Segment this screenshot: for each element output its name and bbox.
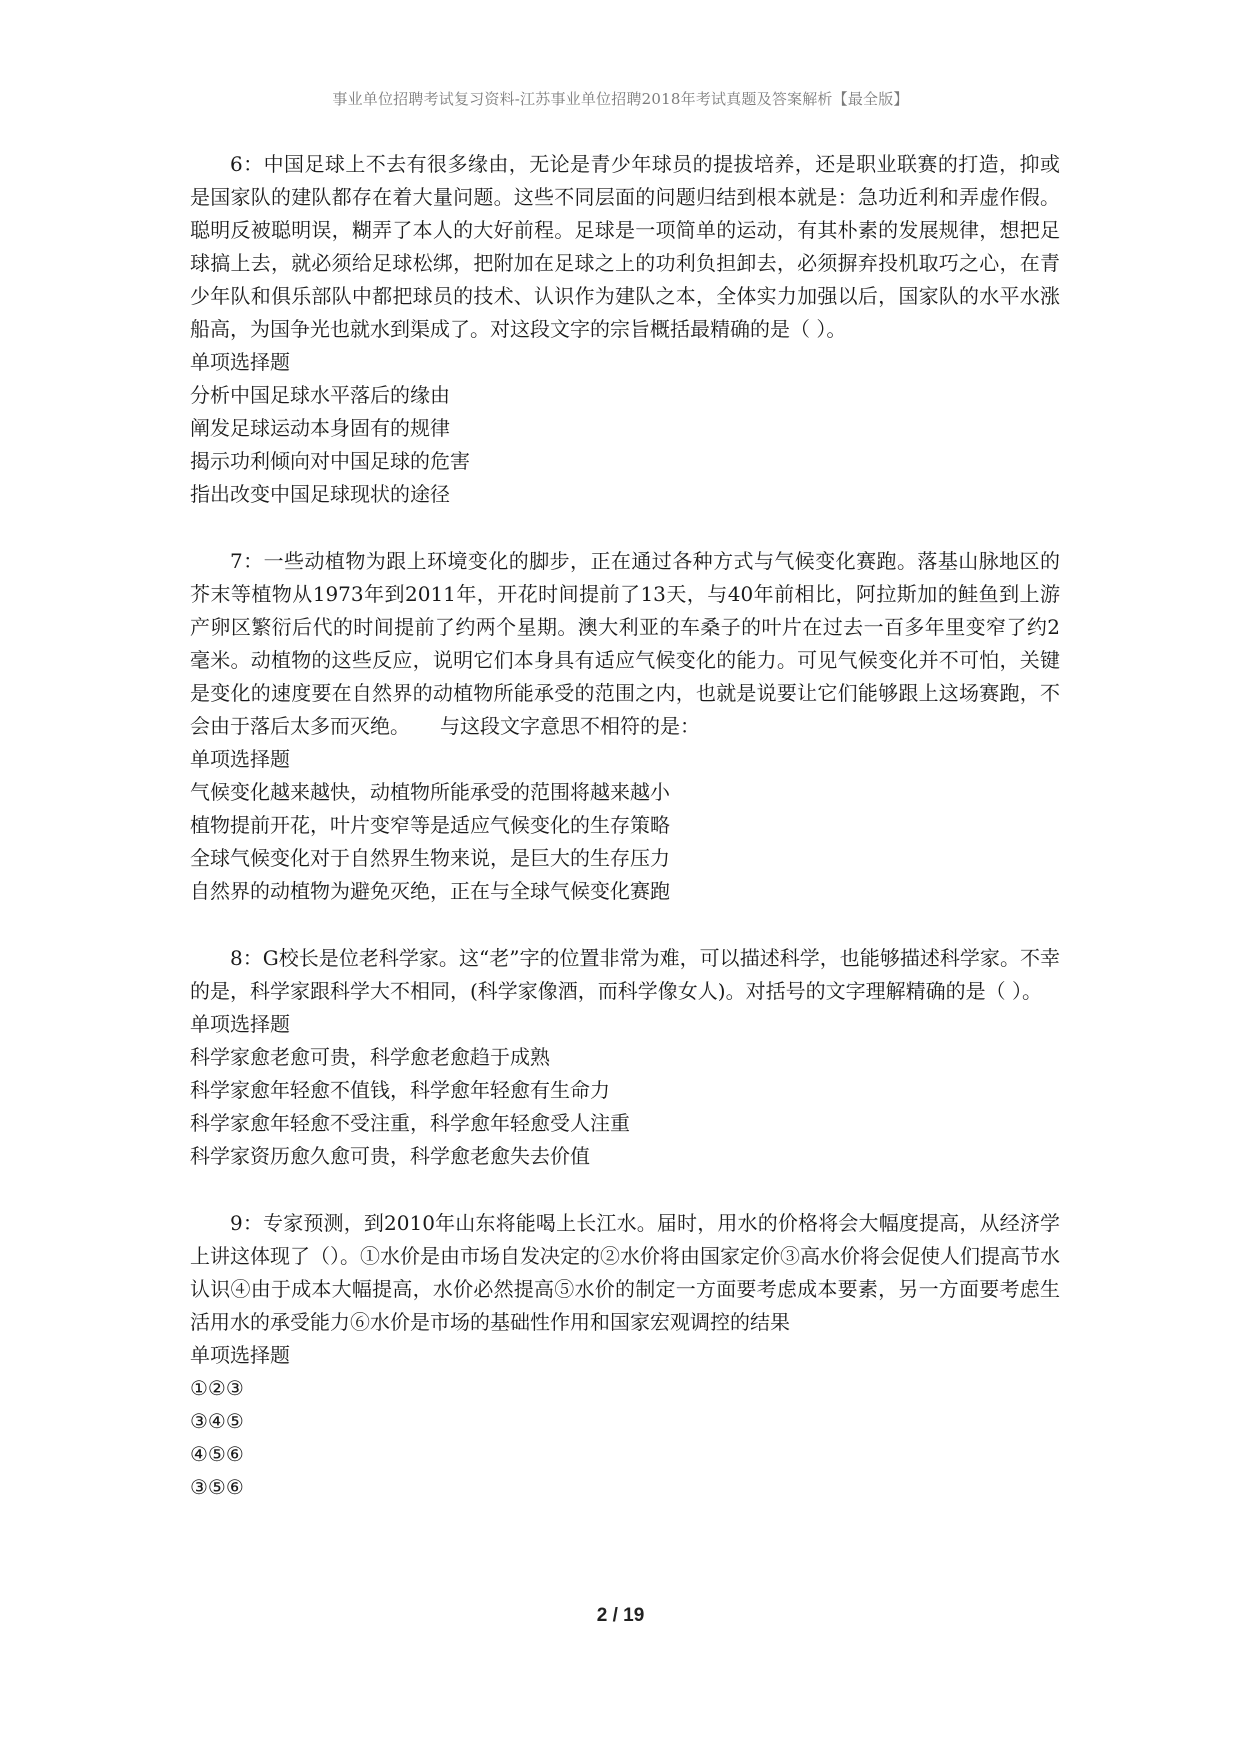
option-c: 科学家愈年轻愈不受注重，科学愈年轻愈受人注重 [190,1111,630,1135]
question-text: 6：中国足球上不去有很多缘由，无论是青少年球员的提拔培养，还是职业联赛的打造，抑或是国家队的建队都存在着大量问题。这些不同层面的问题归结到根本就是：急功近利和弄虚作假。聪明反被聪明误，糊弄了本人的大好前程。足球是一项简单的运动，有其朴素的发展规律，想把足球搞上去，就必须给足球松绑，把附加在足球之上的功利负担卸去，必须摒弃投机取巧之心，在青少年队和俱乐部队中都把球员的技术、认识作为建队之本，全体实力加强以后，国家队的水平水涨船高，为国争光也就水到渠成了。对这段文字的宗旨概括最精确的是（ ）。 [190,152,1060,341]
question-6 [190,148,1060,511]
option-a: 分析中国足球水平落后的缘由 [190,383,450,407]
question-type-label: 单项选择题 [190,1343,290,1367]
option-b: 科学家愈年轻愈不值钱，科学愈年轻愈有生命力 [190,1078,610,1102]
option-d: 指出改变中国足球现状的途径 [190,482,450,506]
question-9 [190,1207,1060,1504]
question-8 [190,942,1060,1173]
document-body [190,148,1060,1538]
question-type-label: 单项选择题 [190,747,290,771]
page-number: 2 / 19 [596,1605,645,1626]
question-text: 9：专家预测，到2010年山东将能喝上长江水。届时，用水的价格将会大幅度提高，从经济学上讲这体现了（）。①水价是由市场自发决定的②水价将由国家定价③高水价将会促使人们提高节水认识④由于成本大幅提高，水价必然提高⑤水价的制定一方面要考虑成本要素，另一方面要考虑生活用水的承受能力⑥水价是市场的基础性作用和国家宏观调控的结果 [190,1211,1060,1334]
option-a: 科学家愈老愈可贵，科学愈老愈趋于成熟 [190,1045,550,1069]
question-text: 8：G校长是位老科学家。这“老”字的位置非常为难，可以描述科学，也能够描述科学家。不幸的是，科学家跟科学大不相同，(科学家像酒，而科学像女人)。对括号的文字理解精确的是（ ）。 [190,946,1060,1003]
option-a: 气候变化越来越快，动植物所能承受的范围将越来越小 [190,780,670,804]
page-header: 事业单位招聘考试复习资料-江苏事业单位招聘2018年考试真题及答案解析【最全版】 [332,90,909,108]
question-type-label: 单项选择题 [190,350,290,374]
option-c: ④⑤⑥ [190,1442,244,1466]
option-c: 揭示功利倾向对中国足球的危害 [190,449,470,473]
option-d: ③⑤⑥ [190,1475,244,1499]
option-d: 自然界的动植物为避免灭绝，正在与全球气候变化赛跑 [190,879,670,903]
question-text: 7：一些动植物为跟上环境变化的脚步，正在通过各种方式与气候变化赛跑。落基山脉地区的芥末等植物从1973年到2011年，开花时间提前了13天，与40年前相比，阿拉斯加的鲑鱼到上游产卵区繁衍后代的时间提前了约两个星期。澳大利亚的车桑子的叶片在过去一百多年里变窄了约2毫米。动植物的这些反应，说明它们本身具有适应气候变化的能力。可见气候变化并不可怕，关键是变化的速度要在自然界的动植物所能承受的范围之内，也就是说要让它们能够跟上这场赛跑，不会由于落后太多而灭绝。 与这段文字意思不相符的是： [190,549,1060,738]
option-a: ①②③ [190,1376,244,1400]
question-type-label: 单项选择题 [190,1012,290,1036]
option-c: 全球气候变化对于自然界生物来说，是巨大的生存压力 [190,846,670,870]
option-b: ③④⑤ [190,1409,244,1433]
option-b: 植物提前开花，叶片变窄等是适应气候变化的生存策略 [190,813,670,837]
option-d: 科学家资历愈久愈可贵，科学愈老愈失去价值 [190,1144,590,1168]
question-7 [190,545,1060,908]
option-b: 阐发足球运动本身固有的规律 [190,416,450,440]
